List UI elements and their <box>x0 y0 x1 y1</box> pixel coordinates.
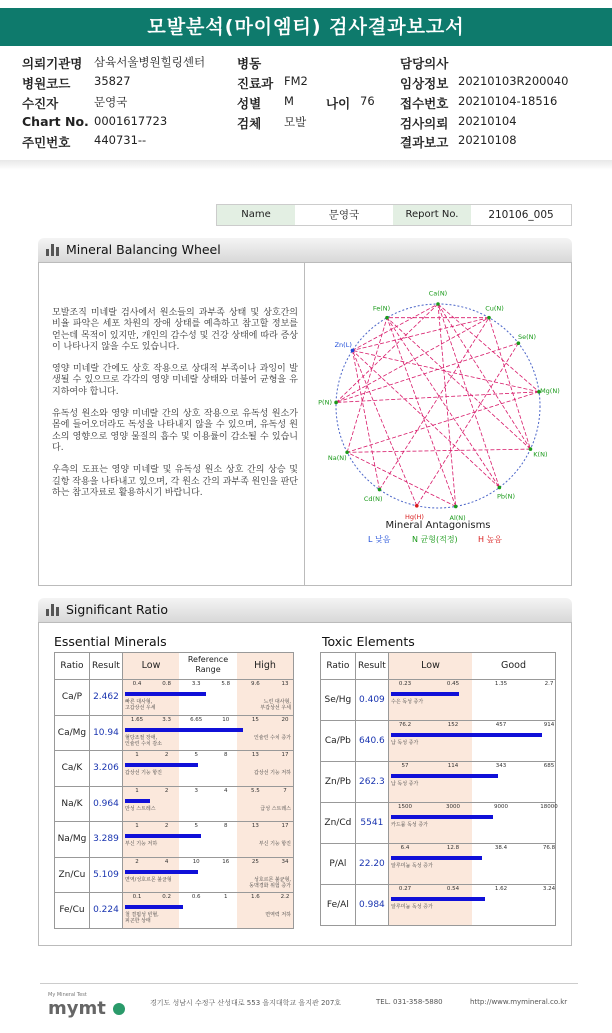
request-label: 검사의뢰 <box>400 116 449 131</box>
sex-value: M <box>284 94 294 108</box>
ratio-name: Na/Mg <box>55 822 90 858</box>
tick-label: 3000 <box>446 804 460 810</box>
table-row <box>321 721 556 762</box>
footer-tel: TEL. 031-358-5880 <box>376 998 443 1006</box>
bar-chart-icon <box>46 244 60 256</box>
patient-value: 문영국 <box>94 95 128 109</box>
antagonism-link <box>438 304 499 487</box>
antagonism-link <box>352 350 499 487</box>
wheel-node <box>487 316 491 320</box>
tick-label: 1.62 <box>494 886 508 892</box>
footer-divider <box>40 983 578 984</box>
ward-label: 병동 <box>237 56 262 71</box>
note-right: 면역력 저하 <box>265 912 291 918</box>
ratio-bar <box>125 905 183 909</box>
resident-value: 440731-- <box>94 133 147 147</box>
wheel-node-label: Se(N) <box>518 332 537 341</box>
institution-label: 의뢰기관명 <box>22 56 83 71</box>
col-good: Good <box>500 660 527 671</box>
wheel-node <box>385 316 389 320</box>
ratio-graph <box>123 716 293 751</box>
ratio-result: 3.206 <box>89 751 122 787</box>
tick-label: 15 <box>251 716 259 723</box>
antagonism-link <box>347 449 530 452</box>
resident-label: 주민번호 <box>22 135 71 150</box>
ratio-bar <box>391 774 498 778</box>
chart-value: 0001617723 <box>94 114 168 128</box>
ratio-bar <box>125 799 150 803</box>
result-value: 20210108 <box>458 133 517 147</box>
tick-label: 0.45 <box>446 681 460 687</box>
report-value: 210106_005 <box>488 209 554 221</box>
ratio-result: 3.289 <box>89 822 122 858</box>
note-left: 갑상선 기능 항진 <box>125 770 162 776</box>
result-label: 결과보고 <box>400 135 449 150</box>
table-row <box>321 803 556 844</box>
ratio-result: 262.3 <box>355 762 388 803</box>
footer-url: http://www.mymineral.co.kr <box>470 998 568 1006</box>
ratio-result: 640.6 <box>355 721 388 762</box>
wheel-node <box>517 341 521 345</box>
ratio-result: 0.224 <box>89 893 122 929</box>
wheel-paragraph-1: 모발조직 미네랄 검사에서 원소들의 과부족 상태 및 상호간의 비율 파악은 세포 차원의 장애 상태를 예측하고 참고할 정보를 얻는데 목적이 있지만, 개인의 감수성 및 건강 상태에 따라 증상이 나타나지 않을 수도 있습니다. <box>52 308 298 352</box>
wheel-node-label: Cd(N) <box>363 495 383 504</box>
tick-label: 914 <box>543 722 555 728</box>
tick-label: 0.6 <box>191 894 201 900</box>
tick-label: 0.1 <box>132 894 142 900</box>
tick-label: 1 <box>224 894 228 900</box>
note-left: 납 독성 증가 <box>391 740 419 746</box>
tick-label: 76.8 <box>542 845 556 851</box>
ratio-graph <box>389 680 555 720</box>
tick-label: 57 <box>401 763 409 769</box>
tick-label: 1 <box>135 823 139 829</box>
tick-label: 0.2 <box>162 894 171 900</box>
tick-label: 1.35 <box>494 681 508 687</box>
note-left: 면역/성호르몬 불균형 <box>125 876 172 883</box>
note-right: 갑상선 기능 저하 <box>254 770 291 776</box>
table-row <box>321 762 556 803</box>
ratio-name: Ca/Mg <box>55 715 90 751</box>
hospital-code-label: 병원코드 <box>22 76 71 91</box>
name-value: 문영국 <box>328 209 360 221</box>
ratio-name: Ca/P <box>55 680 90 716</box>
antagonism-link <box>379 318 489 490</box>
table-row <box>55 715 294 751</box>
tick-label: 76.2 <box>398 722 412 728</box>
name-report-box <box>216 204 572 226</box>
col-low: Low <box>389 653 472 679</box>
antagonism-link <box>387 318 456 507</box>
wheel-node <box>454 505 458 509</box>
tick-label: 1 <box>135 752 139 758</box>
wheel-node-label: Zn(L) <box>334 340 352 349</box>
col-ratio: Ratio <box>55 653 90 680</box>
table-row <box>55 893 294 929</box>
antagonism-link <box>347 392 539 453</box>
note-right: 급성 스트레스 <box>260 805 291 812</box>
hospital-code-value: 35827 <box>94 74 131 88</box>
tick-label: 38.4 <box>494 845 508 851</box>
wheel-node-label: Pb(N) <box>497 492 515 501</box>
tick-label: 3.3 <box>191 681 201 687</box>
note-left: 혈당조절 장애, 인슐린 수치 감소 <box>125 734 162 747</box>
tick-label: 1 <box>135 787 139 794</box>
report-title: 모발분석(마이엠티) 검사결과보고서 <box>0 8 612 46</box>
age-value: 76 <box>360 94 375 108</box>
tick-label: 457 <box>495 722 507 728</box>
wheel-node-label: Na(N) <box>327 453 347 462</box>
wheel-description <box>52 308 298 510</box>
tick-label: 10 <box>192 858 200 865</box>
ratio-name: Zn/Cu <box>55 857 90 893</box>
tick-label: 7 <box>283 787 287 794</box>
col-high: High <box>237 653 293 679</box>
ratio-result: 10.94 <box>89 715 122 751</box>
ratio-result: 2.462 <box>89 680 122 716</box>
tick-label: 0.54 <box>446 886 460 892</box>
ratio-bar <box>391 692 459 696</box>
tick-label: 0.8 <box>162 681 171 687</box>
request-value: 20210104 <box>458 114 517 128</box>
ratio-name: Ca/Pb <box>321 721 356 762</box>
note-left: 철 결핍성 빈혈, 피곤한 상태 <box>125 912 159 924</box>
ratio-graph <box>389 721 555 761</box>
ratio-result: 22.20 <box>355 844 388 885</box>
tick-label: 6.65 <box>190 716 203 723</box>
sex-label: 성별 <box>237 96 262 111</box>
tick-label: 3 <box>194 787 198 794</box>
wheel-heading: Mineral Balancing Wheel <box>66 242 221 257</box>
tick-label: 12.8 <box>446 845 460 851</box>
wheel-node <box>529 447 533 451</box>
ratio-name: Zn/Pb <box>321 762 356 803</box>
patient-label: 수진자 <box>22 96 59 111</box>
col-reference: Reference Range <box>187 655 229 674</box>
ratio-name: Zn/Cd <box>321 803 356 844</box>
tick-label: 9.6 <box>251 681 260 687</box>
wheel-paragraph-3: 유독성 원소와 영양 미네랄 간의 상호 작용으로 유독성 원소가 몸에 들어오더라도 독성을 나타내지 않을 수 있으며, 유독성 원소의 영향으로 영양 물질의 흡수 및 이용률이 감소될 수 있습니다. <box>52 409 298 453</box>
wheel-section-header <box>38 238 572 262</box>
ratio-bar <box>125 763 198 767</box>
department-label: 진료과 <box>237 76 274 91</box>
essential-minerals-table <box>54 652 294 929</box>
note-left: 알루미늄 독성 증가 <box>391 863 433 869</box>
ratio-section-header <box>38 598 572 622</box>
wheel-node <box>498 486 502 490</box>
ratio-name: Ca/K <box>55 751 90 787</box>
tick-label: 685 <box>543 763 555 769</box>
department-value: FM2 <box>284 74 308 88</box>
tick-label: 8 <box>224 823 228 829</box>
tick-label: 3.24 <box>542 886 556 892</box>
col-ratio: Ratio <box>321 653 356 680</box>
ratio-bar <box>125 728 243 732</box>
tick-label: 6.4 <box>400 845 410 851</box>
ratio-name: Fe/Al <box>321 885 356 926</box>
legend-normal: N 균형(적정) <box>412 535 458 544</box>
ratio-name: Fe/Cu <box>55 893 90 929</box>
tick-label: 8 <box>224 752 228 758</box>
age-label: 나이 <box>326 96 351 111</box>
antagonism-link <box>352 304 438 350</box>
brand-text: mymt <box>48 998 106 1019</box>
doctor-label: 담당의사 <box>400 56 449 71</box>
tick-label: 16 <box>222 858 230 865</box>
tick-label: 2.7 <box>544 681 554 687</box>
note-left: 빠른 대사형, 고갑상선 우세 <box>125 699 156 711</box>
tick-label: 25 <box>251 858 259 865</box>
tick-label: 2 <box>164 823 169 829</box>
logo-leaf-icon <box>113 1003 125 1015</box>
wheel-node <box>334 401 338 405</box>
footer-brand-small: My Mineral Test <box>48 992 87 998</box>
wheel-node <box>378 488 382 492</box>
tick-label: 2 <box>164 787 169 794</box>
note-left: 만성 스트레스 <box>125 805 156 812</box>
wheel-node-label: Al(N) <box>449 513 466 522</box>
wheel-node-label: Hg(H) <box>405 513 424 522</box>
ratio-graph <box>123 787 293 822</box>
tick-label: 4 <box>224 787 228 794</box>
clinical-label: 임상정보 <box>400 76 449 91</box>
wheel-circle <box>336 304 540 508</box>
antagonism-link <box>352 318 489 351</box>
tick-label: 20 <box>281 716 289 723</box>
legend-high: H 높음 <box>478 535 503 544</box>
wheel-node-label: Mg(N) <box>540 386 560 395</box>
footer-logo <box>48 998 125 1019</box>
ratio-bar <box>391 856 482 860</box>
tick-label: 152 <box>447 722 459 728</box>
tick-label: 0.23 <box>398 681 412 687</box>
tick-label: 0.4 <box>132 681 142 687</box>
table-row <box>55 786 294 822</box>
tick-label: 17 <box>281 752 289 758</box>
antagonism-link <box>347 318 387 453</box>
table-row <box>55 857 294 893</box>
tick-label: 5 <box>194 752 198 758</box>
tick-label: 114 <box>447 763 459 769</box>
ratio-result: 5541 <box>355 803 388 844</box>
receipt-label: 접수번호 <box>400 96 449 111</box>
tick-label: 5.8 <box>221 681 231 687</box>
ratio-bar <box>125 692 206 696</box>
tick-label: 0.27 <box>398 886 412 892</box>
wheel-node-label: K(N) <box>533 450 548 459</box>
wheel-node <box>436 302 440 306</box>
ratio-name: P/Al <box>321 844 356 885</box>
ratio-graph <box>123 680 293 715</box>
tick-label: 10 <box>222 716 230 723</box>
ratio-result: 0.984 <box>355 885 388 926</box>
note-left: 카드뮴 독성 증가 <box>391 822 428 828</box>
tick-label: 1.65 <box>130 716 144 723</box>
name-label: Name <box>217 205 295 225</box>
wheel-node <box>351 349 355 353</box>
institution-value: 삼육서울병원힐링센터 <box>94 55 206 69</box>
tick-label: 1.6 <box>251 894 260 900</box>
col-result: Result <box>89 653 122 680</box>
tick-label: 4 <box>164 858 169 865</box>
ratio-graph <box>123 822 293 857</box>
ratio-graph <box>389 803 558 843</box>
ratio-result: 0.964 <box>89 786 122 822</box>
tick-label: 1500 <box>398 804 412 810</box>
footer-address: 경기도 성남시 수정구 산성대로 553 을지대학교 을지관 207호 <box>150 999 342 1007</box>
tick-label: 2 <box>164 752 169 758</box>
note-right: 성호르몬 불균형, 동맥경화 위험 증가 <box>249 876 291 889</box>
note-right: 느린 대사형, 부갑상선 우세 <box>260 699 291 711</box>
wheel-node-label: Cu(N) <box>485 304 504 313</box>
ratio-graph <box>123 893 293 928</box>
table-row <box>55 822 294 858</box>
wheel-paragraph-4: 우측의 도표는 영양 미네랄 및 유독성 원소 상호 간의 상승 및 길항 작용을 나타내고 있으며, 각 원소 간의 과부족 원인을 판단하는 참고자료로 활용하시기 바랍니다. <box>52 465 298 498</box>
antagonism-link <box>387 318 530 449</box>
tick-label: 3.3 <box>162 716 171 723</box>
tick-label: 13 <box>251 752 259 758</box>
specimen-label: 검체 <box>237 116 262 131</box>
ratio-graph <box>389 844 555 884</box>
ratio-graph <box>389 762 555 802</box>
table-row <box>55 680 294 716</box>
mineral-wheel-diagram <box>306 280 570 550</box>
receipt-value: 20210104-18516 <box>458 94 558 108</box>
antagonism-legend-title: Mineral Antagonisms <box>385 520 491 531</box>
wheel-paragraph-2: 영양 미네랄 간에도 상호 작용으로 상대적 부족이나 과잉이 발생될 수 있으므로 각각의 영양 미네랄 상태와 더불어 균형을 유지하여야 합니다. <box>52 364 298 397</box>
report-label: Report No. <box>393 205 471 225</box>
specimen-value: 모발 <box>284 115 307 129</box>
bar-chart-icon <box>46 604 60 616</box>
antagonism-link <box>438 304 456 506</box>
table-row <box>321 680 556 721</box>
table-row <box>55 751 294 787</box>
table-row <box>321 844 556 885</box>
ratio-bar <box>391 897 485 901</box>
section-divider <box>0 160 612 170</box>
note-left: 부신 기능 저하 <box>125 841 158 847</box>
wheel-node-label: P(N) <box>318 398 332 407</box>
toxic-title: Toxic Elements <box>322 634 415 649</box>
essential-title: Essential Minerals <box>54 634 167 649</box>
ratio-bar <box>391 815 493 819</box>
clinical-value: 20210103R200040 <box>458 74 569 88</box>
tick-label: 34 <box>281 858 289 865</box>
tick-label: 13 <box>281 681 289 687</box>
tick-label: 17 <box>281 823 289 829</box>
col-result: Result <box>355 653 388 680</box>
col-low: Low <box>123 653 179 679</box>
wheel-node-label: Fe(N) <box>372 304 391 313</box>
ratio-graph <box>123 751 293 786</box>
note-left: 납 독성 증가 <box>391 781 419 787</box>
tick-label: 9000 <box>494 804 508 810</box>
tick-label: 5 <box>194 823 198 829</box>
ratio-bar <box>125 834 201 838</box>
wheel-node-label: Ca(N) <box>428 289 448 298</box>
ratio-name: Na/K <box>55 786 90 822</box>
legend-low: L 낮음 <box>368 535 391 544</box>
tick-label: 13 <box>251 823 259 829</box>
ratio-heading: Significant Ratio <box>66 602 169 617</box>
tick-label: 5.5 <box>251 787 260 794</box>
ratio-name: Se/Hg <box>321 680 356 721</box>
tick-label: 343 <box>495 763 507 769</box>
tick-label: 2 <box>135 858 139 865</box>
chart-label: Chart No. <box>22 114 89 129</box>
wheel-node <box>415 504 419 508</box>
ratio-graph <box>123 858 293 893</box>
note-right: 부신 기능 항진 <box>258 841 291 847</box>
ratio-bar <box>125 870 198 874</box>
tick-label: 18000 <box>540 804 558 810</box>
tick-label: 2.2 <box>280 894 290 900</box>
ratio-result: 5.109 <box>89 857 122 893</box>
table-row <box>321 885 556 926</box>
toxic-elements-table <box>320 652 556 926</box>
ratio-result: 0.409 <box>355 680 388 721</box>
ratio-bar <box>391 733 542 737</box>
note-left: 수은 독성 증가 <box>391 699 424 705</box>
ratio-graph <box>389 885 555 925</box>
note-left: 알루미늄 독성 증가 <box>391 904 433 910</box>
note-right: 인슐린 수치 증가 <box>254 734 291 741</box>
